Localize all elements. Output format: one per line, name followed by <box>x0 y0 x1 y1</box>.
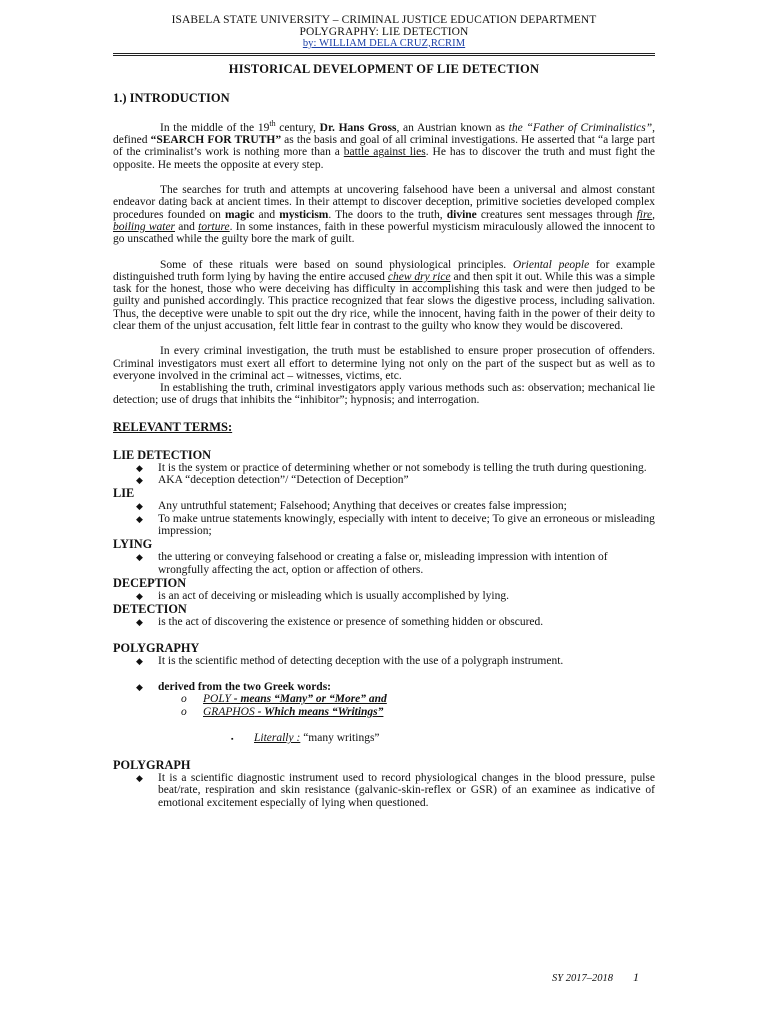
header-divider <box>113 53 655 56</box>
text-run: as the basis and goal of all criminal investigations. He asserted that “a large part of the criminalist’s work is nothing more than a <box>113 134 655 159</box>
text-run: and <box>254 208 280 221</box>
header-institution: ISABELA STATE UNIVERSITY – CRIMINAL JUSTICE EDUCATION DEPARTMENT <box>171 14 597 26</box>
lie-detection-list <box>113 462 655 487</box>
term-detection: DETECTION <box>113 602 187 617</box>
bullet-icon: ◆ <box>136 773 143 784</box>
circle-marker-icon: o <box>181 693 187 706</box>
bullet-icon: ◆ <box>136 513 143 524</box>
list-item <box>113 462 655 474</box>
spacer <box>113 668 655 681</box>
list-item-text: the uttering or conveying falsehood or creating a false or, misleading impression with intention of wrongfully affecting the act, option or affection of others. <box>158 551 608 576</box>
graphos-meaning: - Which means “Writings” <box>254 706 384 719</box>
page-title: HISTORICAL DEVELOPMENT OF LIE DETECTION <box>228 62 540 76</box>
term-lying: LYING <box>113 537 153 552</box>
school-year: SY 2017–2018 <box>552 973 613 984</box>
battle-against-lies: battle against lies <box>343 146 426 159</box>
intro-heading: 1.) INTRODUCTION <box>113 91 230 105</box>
sub-item-poly <box>113 693 655 706</box>
father-of-criminalistics: the “Father of Criminalistics” <box>508 121 653 134</box>
mysticism-term: mysticism <box>279 208 329 221</box>
header-author-link[interactable]: by: WILLIAM DELA CRUZ,RCRIM <box>302 38 466 49</box>
literally-text: “many writings” <box>300 732 380 745</box>
text-run: , <box>652 208 655 221</box>
polygraphy-origin-list <box>113 681 655 693</box>
square-bullet-icon: ▪ <box>231 735 234 744</box>
intro-paragraph-3 <box>113 259 655 333</box>
list-item-text: It is the scientific method of detecting deception with the use of a polygraph instrument. <box>158 655 564 668</box>
oriental-people-term: Oriental people <box>512 258 590 271</box>
intro-paragraph-2 <box>113 184 655 245</box>
term-polygraph: POLYGRAPH <box>113 758 191 773</box>
page-number: 1 <box>632 970 639 984</box>
literally-label: Literally : <box>254 732 301 745</box>
spacer <box>113 407 655 420</box>
text-run: . The doors to the truth, <box>328 208 447 221</box>
text-run: for example distinguished truth form lying by having the entire accused <box>113 258 655 283</box>
bullet-icon: ◆ <box>136 617 143 628</box>
list-item-text: To make untrue statements knowingly, especially with intent to deceive; To give an erroneous or misleading impression; <box>158 512 655 537</box>
list-item-text: derived from the two Greek words: <box>158 680 331 693</box>
superscript: th <box>269 119 276 128</box>
list-item <box>113 681 655 693</box>
list-item <box>113 655 655 667</box>
literally-item <box>113 732 655 745</box>
fire-term: fire <box>636 208 653 221</box>
header-course: POLYGRAPHY: LIE DETECTION <box>299 26 469 38</box>
list-item <box>113 590 655 602</box>
intro-paragraph-1 <box>113 118 655 171</box>
chew-dry-rice-term: chew dry rice <box>387 270 451 283</box>
hans-gross-name: Dr. Hans Gross <box>319 121 397 134</box>
spacer <box>113 171 655 184</box>
list-item <box>113 772 655 809</box>
poly-meaning: - means “Many” or “More” and <box>230 693 387 706</box>
lie-list <box>113 500 655 537</box>
text-run: and <box>175 220 199 233</box>
list-item <box>113 500 655 512</box>
text-run: and then spit it out. While this was a simple task for the honest, those who were deceiving has difficulty in accomplishing this task and were then judged to be guilty and punished accordingly. This practice recognized that fear slows the digestive process, including salivation. Thus, the deceptive were unable to spit out the dry rice, while the innocent, having faith in the power of their deity to clear them of the unjust accusation, felt little fear in contrast to the guilty who know they would be discovered. <box>113 270 656 332</box>
spacer <box>113 332 655 345</box>
text-run: . In some instances, faith in these powerful mysticism miraculously allowed the innocent to go unscathed while the guilty bore the mark of guilt. <box>113 220 656 246</box>
graphos-term: GRAPHOS <box>203 706 255 719</box>
deception-list <box>113 590 655 602</box>
polygraph-list <box>113 772 655 809</box>
boiling-water-term: boiling water <box>113 220 176 233</box>
spacer <box>113 745 655 758</box>
list-item <box>113 551 655 576</box>
term-polygraphy: POLYGRAPHY <box>113 641 200 656</box>
document-header <box>113 14 655 50</box>
spacer <box>113 628 655 641</box>
term-deception: DECEPTION <box>113 575 187 590</box>
lying-list <box>113 551 655 576</box>
polygraphy-list <box>113 655 655 667</box>
intro-paragraph-4: In every criminal investigation, the truth must be established to ensure proper prosecution of offenders. Criminal investigators must exert all effort to determine lying not only on the part of the suspect but as well as to everyone involved in the criminal act – witnesses, victims, etc. <box>113 345 655 382</box>
text-run: , an Austrian known as <box>396 121 509 134</box>
torture-term: torture <box>198 220 230 233</box>
magic-term: magic <box>224 208 255 221</box>
bullet-icon: ◆ <box>136 656 143 667</box>
text-run: . He has to discover the truth and must fight the opposite. He meets the opposite at every step. <box>113 146 655 171</box>
text-run: , defined <box>113 121 655 147</box>
list-item-text: AKA “deception detection”/ “Detection of Deception” <box>158 474 409 487</box>
term-lie: LIE <box>113 486 135 501</box>
list-item <box>113 616 655 628</box>
list-item-text: is an act of deceiving or misleading which is usually accomplished by lying. <box>158 589 509 602</box>
list-item-text: It is the system or practice of determining whether or not somebody is telling the truth during questioning. <box>158 461 647 474</box>
list-item-text: is the act of discovering the existence or presence of something hidden or obscured. <box>158 616 544 629</box>
intro-paragraph-5: In establishing the truth, criminal investigators apply various methods such as: observation; mechanical lie detection; use of drugs that inhibits the “inhibitor”; hypnosis; and interrogation. <box>113 382 655 407</box>
list-item-text: It is a scientific diagnostic instrument used to record physiological changes in the blood pressure, pulse beat/rate, respiration and skin resistance (galvanic-skin-reflex or GSR) of an examinee as indicative of emotional excitement especially of lying when questioned. <box>158 772 655 809</box>
divine-term: divine <box>446 208 477 221</box>
spacer <box>113 435 655 448</box>
text-run: The searches for truth and attempts at uncovering falsehood have been a universal and almost constant endeavor dating back at ancient times. In their attempt to discover deception, primitive societies developed complex procedures founded on <box>113 184 655 221</box>
spacer <box>113 246 655 259</box>
list-item <box>113 474 655 486</box>
bullet-icon: ◆ <box>136 475 143 486</box>
text-run: In the middle of the 19 <box>160 121 270 134</box>
text-run: creatures sent messages through <box>476 208 637 221</box>
sub-item-graphos <box>113 706 655 719</box>
page-footer <box>552 970 639 985</box>
list-item-text: Any untruthful statement; Falsehood; Anything that deceives or creates false impression; <box>158 500 567 513</box>
list-item <box>113 513 655 538</box>
bullet-icon: ◆ <box>136 501 143 512</box>
relevant-terms-heading: RELEVANT TERMS: <box>113 419 233 434</box>
spacer <box>113 719 655 732</box>
term-lie-detection: LIE DETECTION <box>113 447 212 462</box>
detection-list <box>113 616 655 628</box>
circle-marker-icon: o <box>181 706 187 719</box>
text-run: Some of these rituals were based on sound physiological principles. <box>160 258 513 271</box>
text-run: century, <box>275 121 320 134</box>
bullet-icon: ◆ <box>136 462 143 473</box>
search-for-truth: “SEARCH FOR TRUTH” <box>150 134 282 147</box>
bullet-icon: ◆ <box>136 590 143 601</box>
bullet-icon: ◆ <box>136 552 143 563</box>
bullet-icon: ◆ <box>136 681 143 692</box>
poly-term: POLY <box>203 693 231 706</box>
